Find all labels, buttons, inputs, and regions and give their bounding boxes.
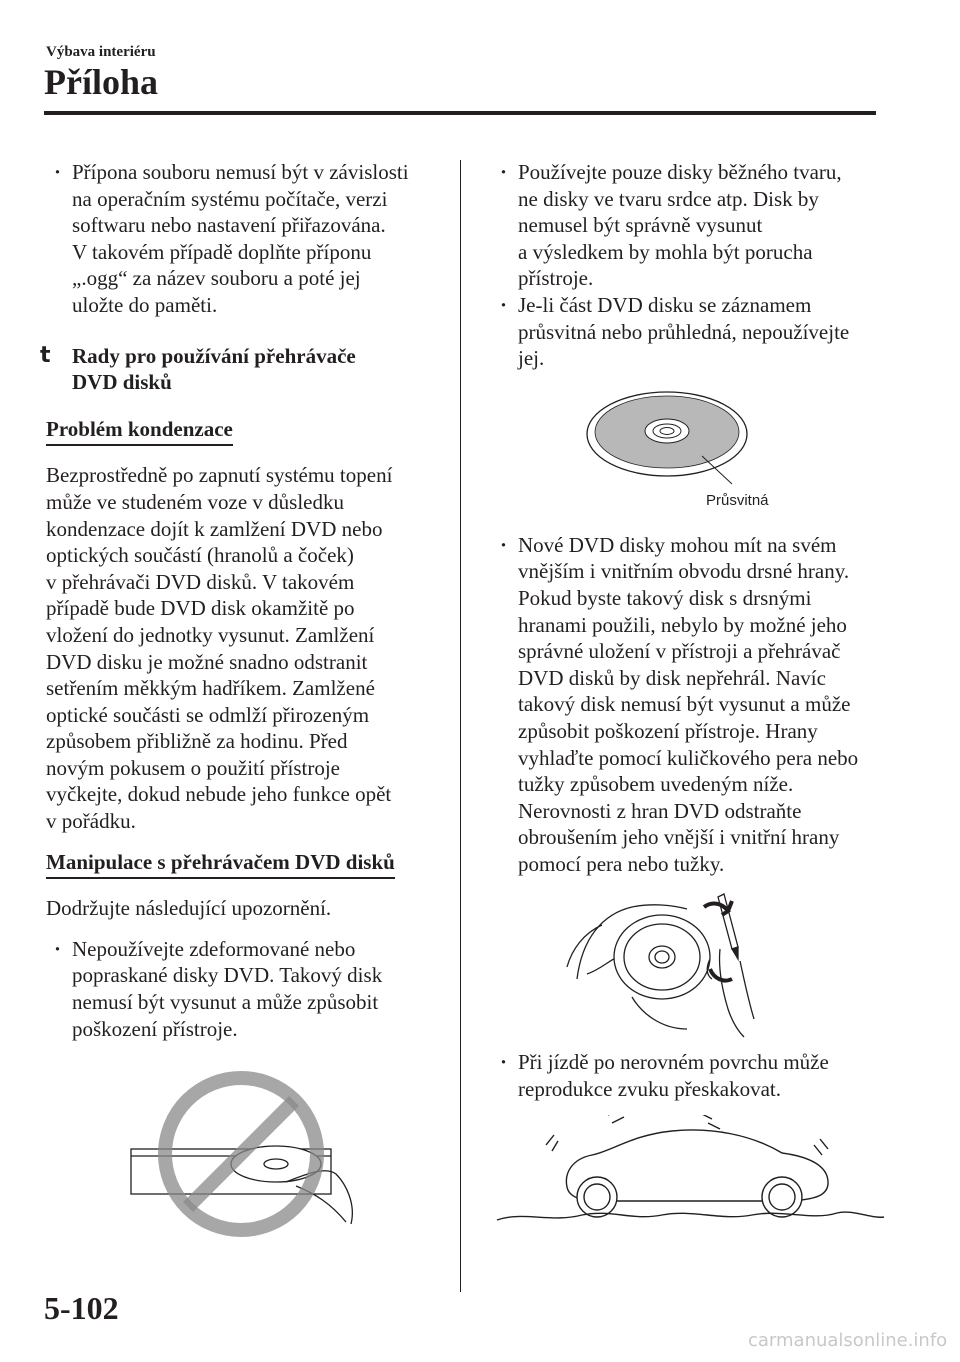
header-rule bbox=[44, 111, 876, 115]
text-line: nemusí být vysunut a může způsobit bbox=[72, 990, 379, 1015]
text-line: reprodukce zvuku přeskakovat. bbox=[518, 1077, 781, 1102]
text-line: hranami použili, nebylo by možné jeho bbox=[518, 612, 847, 637]
text-line: · Nepoužívejte zdeformované nebo bbox=[72, 936, 356, 961]
bullet-translucent bbox=[492, 292, 892, 372]
text-line: DVD disku je možné snadno odstranit bbox=[46, 649, 368, 674]
caption-translucent: Průsvitná bbox=[706, 491, 769, 509]
figure-smoothing-edges bbox=[492, 889, 892, 1039]
text-line: Rady pro používání přehrávače bbox=[72, 343, 356, 368]
text-line: · Nové DVD disky mohou mít na svém bbox=[518, 532, 837, 557]
text-line: vyčkejte, dokud nebude jeho funkce opět bbox=[46, 782, 392, 807]
text-line: novým pokusem o použití přístroje bbox=[46, 755, 340, 780]
text-line: DVD disků bbox=[72, 370, 172, 395]
paragraph-condensation bbox=[46, 462, 441, 834]
text-line: v přehrávači DVD disků. V takovém bbox=[46, 569, 355, 594]
figure-prohibited-disc bbox=[46, 1054, 441, 1254]
watermark: carmanualsonline.info bbox=[748, 1330, 948, 1351]
text-line: vyhlaďte pomocí kuličkového pera nebo bbox=[518, 745, 859, 770]
bullet-rough-road bbox=[492, 1049, 892, 1102]
text-line: optické součásti se odmlží přirozeným bbox=[46, 702, 370, 727]
text-line: pomocí pera nebo tužky. bbox=[518, 851, 725, 876]
text-line: může ve studeném voze v důsledku bbox=[46, 489, 344, 514]
text-line: V takovém případě doplňte příponu bbox=[72, 239, 372, 264]
text-line: vnějším i vnitřním obvodu drsné hrany. bbox=[518, 559, 850, 584]
text-line: takový disk nemusí být vysunut a může bbox=[518, 692, 851, 717]
bullet-file-extension bbox=[46, 159, 441, 319]
text-line: poškození přístroje. bbox=[72, 1016, 238, 1041]
text-line: · Přípona souboru nemusí být v závislosti bbox=[72, 160, 409, 184]
text-line: v pořádku. bbox=[46, 809, 136, 834]
section-heading bbox=[40, 342, 441, 396]
car-rough-road-illustration bbox=[492, 1115, 892, 1245]
paragraph-intro: Dodržujte následující upozornění. bbox=[46, 896, 332, 921]
section-marker-icon: t bbox=[40, 342, 51, 368]
text-line: průsvitná nebo průhledná, nepoužívejte bbox=[518, 319, 850, 344]
subheading-handling: Manipulace s přehrávačem DVD disků bbox=[46, 849, 395, 880]
text-line: správné uložení v přístroji a přehrávač bbox=[518, 639, 841, 664]
figure-rough-road bbox=[492, 1115, 892, 1245]
text-line: popraskané disky DVD. Takový disk bbox=[72, 963, 383, 988]
page-number: 5-102 bbox=[44, 1290, 119, 1326]
column-divider bbox=[460, 160, 461, 1292]
bullet-deformed-discs bbox=[46, 936, 441, 1042]
subheading-condensation: Problém kondenzace bbox=[46, 416, 233, 447]
text-line: uložte do paměti. bbox=[72, 292, 218, 317]
text-line: přístroje. bbox=[518, 266, 594, 291]
text-line: nemusel být správně vysunut bbox=[518, 213, 763, 238]
text-line: setřením měkkým hadříkem. Zamlžené bbox=[46, 676, 375, 701]
prohibited-disc-illustration bbox=[46, 1054, 441, 1254]
page-title: Příloha bbox=[44, 62, 158, 102]
text-line: ne disky ve tvaru srdce atp. Disk by bbox=[518, 186, 819, 211]
text-line: na operačním systému počítače, verzi bbox=[72, 186, 388, 211]
translucent-disc-illustration bbox=[492, 384, 892, 522]
text-line: „.ogg“ za název souboru a poté jej bbox=[72, 266, 361, 291]
text-line: optických součástí (hranolů a čoček) bbox=[46, 543, 354, 568]
section-label: Výbava interiéru bbox=[46, 44, 156, 60]
left-column bbox=[40, 159, 441, 1264]
text-line: kondenzace dojít k zamlžení DVD nebo bbox=[46, 516, 383, 541]
right-column bbox=[492, 159, 892, 1255]
text-line: · Je-li část DVD disku se záznamem bbox=[518, 292, 812, 317]
text-line: softwaru nebo nastavení přiřazována. bbox=[72, 213, 386, 238]
bullet-rough-edges bbox=[492, 532, 892, 878]
text-line: způsobem přibližně za hodinu. Před bbox=[46, 729, 348, 754]
text-line: případě bude DVD disk okamžitě po bbox=[46, 596, 355, 621]
figure-translucent-disc bbox=[492, 384, 892, 522]
text-line: tužky způsobem uvedeným níže. bbox=[518, 772, 794, 797]
text-line: způsobit poškození přístroje. Hrany bbox=[518, 718, 818, 743]
text-line: a výsledkem by mohla být porucha bbox=[518, 239, 813, 264]
text-line: DVD disků by disk nepřehrál. Navíc bbox=[518, 665, 826, 690]
text-line: · Při jízdě po nerovném povrchu může bbox=[518, 1050, 829, 1075]
text-line: · Používejte pouze disky běžného tvaru, bbox=[518, 160, 842, 184]
text-line: jej. bbox=[518, 346, 545, 371]
text-line: Nerovnosti z hran DVD odstraňte bbox=[518, 798, 802, 823]
text-line: vložení do jednotky vysunut. Zamlžení bbox=[46, 622, 375, 647]
smoothing-edges-illustration bbox=[492, 889, 892, 1039]
bullet-shape bbox=[492, 159, 892, 292]
text-line: Pokud byste takový disk s drsnými bbox=[518, 585, 812, 610]
text-line: Bezprostředně po zapnutí systému topení bbox=[46, 463, 393, 488]
text-line: obroušením jeho vnější i vnitřní hrany bbox=[518, 825, 840, 850]
